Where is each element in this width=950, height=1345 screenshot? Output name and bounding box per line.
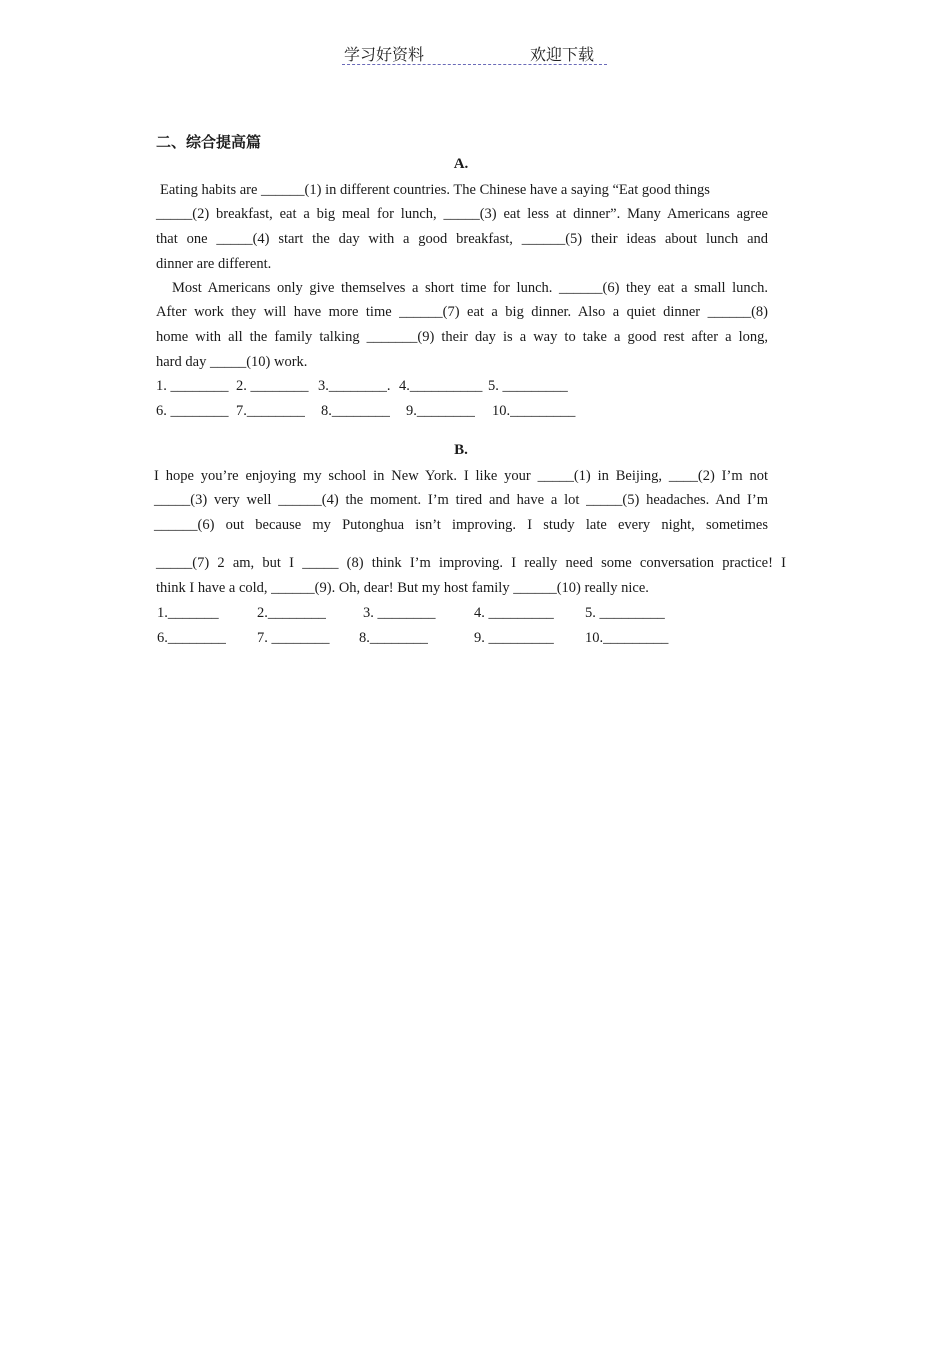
part-b-line-5: think I have a cold, ______(9). Oh, dear! But my host family ______(10) really nice. <box>156 580 649 596</box>
part-b-line-2: _____(3) very well ______(4) the moment. I’m tired and have a lot _____(5) headaches. And I’m <box>154 492 768 508</box>
part-a-line-1: Eating habits are ______(1) in different countries. The Chinese have a saying “Eat good things <box>160 182 710 198</box>
part-a-line-7: home with all the family talking _______(9) their day is a way to take a good rest after a long, <box>156 329 768 345</box>
part-b-line-1: I hope you’re enjoying my school in New York. I like your _____(1) in Beijing, ____(2) I’m not <box>154 468 768 484</box>
part-a-heading: A. <box>453 156 469 172</box>
part-a-line-4: dinner are different. <box>156 256 272 272</box>
answer-blank: 6.________ <box>157 630 226 646</box>
part-b-answers-row-2 <box>157 629 687 647</box>
part-a-answers-row-1 <box>156 377 616 395</box>
answer-blank: 7. ________ <box>257 630 330 646</box>
section-title: 二、综合提高篇 <box>156 133 262 151</box>
answer-blank: 6. ________ <box>156 403 229 419</box>
part-a-line-5: Most Americans only give themselves a short time for lunch. ______(6) they eat a small lunch. <box>172 280 768 296</box>
answer-blank: 4. _________ <box>474 605 554 621</box>
page-header <box>342 40 607 65</box>
part-b-line-4: _____(7) 2 am, but I _____ (8) think I’m improving. I really need some conversation practice! I <box>156 555 786 571</box>
header-right-text: 欢迎下载 <box>530 45 595 64</box>
part-a-line-2: _____(2) breakfast, eat a big meal for lunch, _____(3) eat less at dinner”. Many Americans agree <box>156 206 768 222</box>
answer-blank: 8.________ <box>359 630 428 646</box>
part-b-heading: B. <box>454 442 468 458</box>
answer-blank: 7.________ <box>236 403 305 419</box>
answer-blank: 3. ________ <box>363 605 436 621</box>
answer-blank: 9.________ <box>406 403 475 419</box>
answer-blank: 5. _________ <box>585 605 665 621</box>
answer-blank: 2. ________ <box>236 378 309 394</box>
part-a-answers-row-2 <box>156 402 616 420</box>
answer-blank: 10._________ <box>585 630 669 646</box>
answer-blank: 5. _________ <box>488 378 568 394</box>
header-left-text: 学习好资料 <box>344 45 425 64</box>
part-a-line-8: hard day _____(10) work. <box>156 354 308 370</box>
answer-blank: 1._______ <box>157 605 219 621</box>
part-a-line-6: After work they will have more time ______(7) eat a big dinner. Also a quiet dinner ______(8) <box>156 304 768 320</box>
answer-blank: 2.________ <box>257 605 326 621</box>
part-a-line-3: that one _____(4) start the day with a good breakfast, ______(5) their ideas about lunch and <box>156 231 768 247</box>
answer-blank: 9. _________ <box>474 630 554 646</box>
answer-blank: 10._________ <box>492 403 576 419</box>
answer-blank: 4.__________ <box>399 378 483 394</box>
answer-blank: 1. ________ <box>156 378 229 394</box>
part-b-line-3: ______(6) out because my Putonghua isn’t improving. I study late every night, sometimes <box>154 517 768 533</box>
answer-blank: 3.________. <box>318 378 391 394</box>
answer-blank: 8.________ <box>321 403 390 419</box>
part-b-answers-row-1 <box>157 604 687 622</box>
